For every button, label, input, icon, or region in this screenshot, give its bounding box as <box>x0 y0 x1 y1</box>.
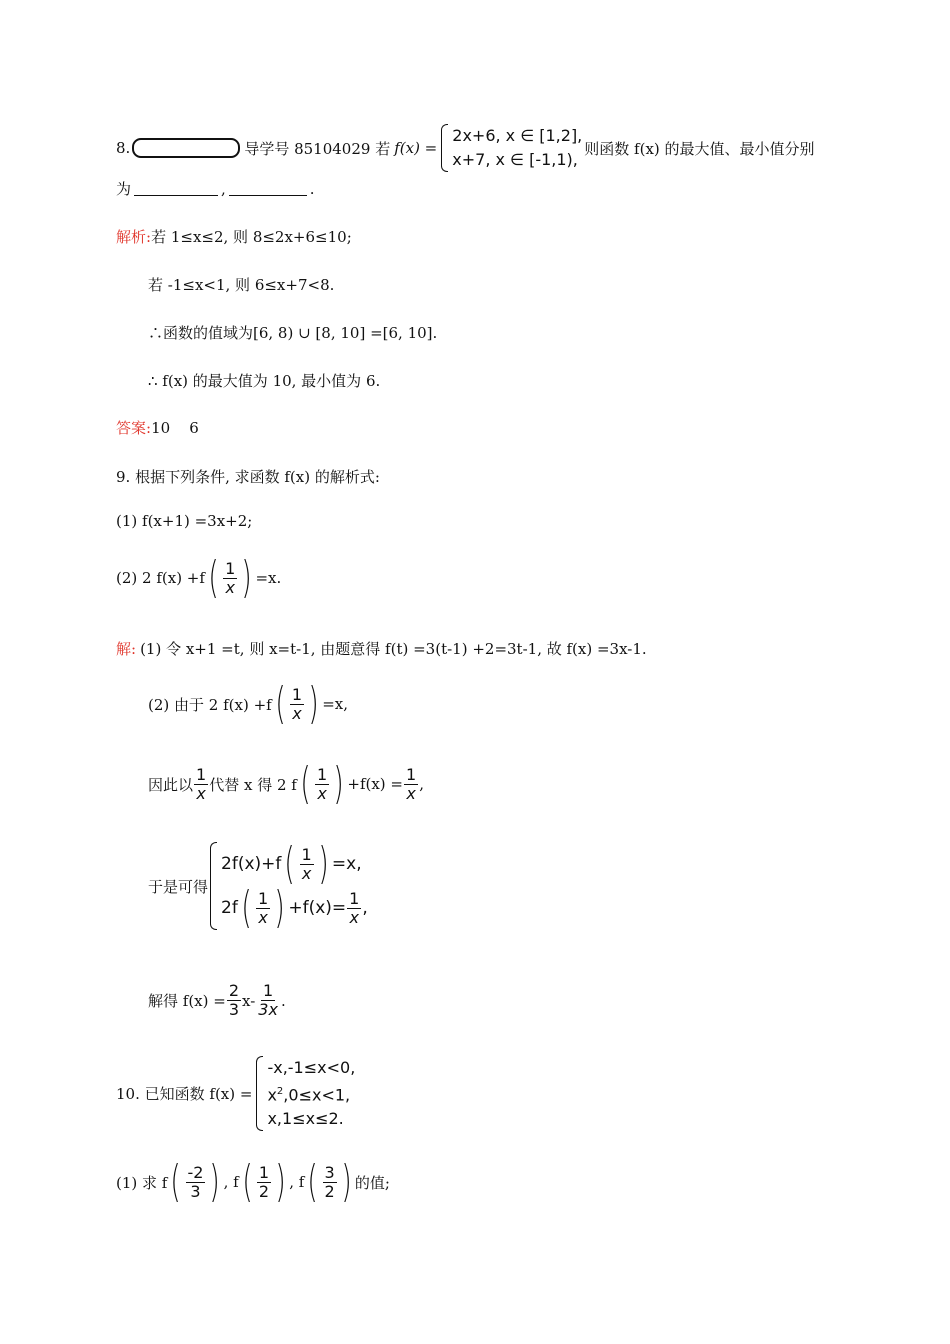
q10-part1-a: (1) 求 f <box>116 1173 168 1192</box>
q8-number: 8. <box>116 139 131 157</box>
fraction: $\frac{2}{3}$ <box>228 981 240 1019</box>
q8-solution-text-3: ∴函数的值域为[6, 8) ∪ [8, 10] =[6, 10]. <box>148 324 438 342</box>
q10-paren-3: ( $\frac{3}{2}$ ) <box>307 1156 352 1207</box>
q10-stem-text: 10. 已知函数 f(x) = <box>116 1085 253 1104</box>
q8-solution-1 <box>116 226 352 247</box>
q9-solution-3-c: +f(x) = <box>347 775 403 793</box>
q8-answer-blank-2 <box>229 181 307 196</box>
q8-answer-value: 10 6 <box>151 418 199 437</box>
fraction: $\frac{1}{x}$ <box>317 764 328 803</box>
q9-stem <box>116 466 380 487</box>
fraction: $\frac{1}{x}$ <box>406 764 417 803</box>
q8-line2 <box>116 178 315 199</box>
q8-fx: f(x) = <box>394 139 438 157</box>
q9-system-row-1: 2f(x)+f ( $\frac{1}{x}$ ) =x, <box>221 838 362 889</box>
q8-case2: x+7, x ∈ [-1,1), <box>452 150 578 169</box>
q8-brace <box>441 124 448 172</box>
q9-solution-5-b: x- <box>242 991 256 1010</box>
q9-solution-3 <box>148 758 424 809</box>
fraction: $\frac{1}{x}$ <box>225 558 236 597</box>
q9-solution-4 <box>148 838 368 933</box>
q10-part1 <box>116 1156 390 1207</box>
fraction: $\frac{1}{x}$ <box>291 684 303 723</box>
q8-ref: 导学号 85104029 若 <box>244 139 391 158</box>
q9-solution-5-c: . <box>280 991 286 1010</box>
q9-solution-1 <box>116 638 647 659</box>
q8-solution-label: 解析: <box>116 228 152 246</box>
q10-part1-sep1: , f <box>223 1173 239 1191</box>
fraction: $\frac{1}{3x}$ <box>258 981 278 1019</box>
q9-solution-3-d: , <box>419 775 424 793</box>
q10-paren-2: ( $\frac{1}{2}$ ) <box>242 1156 286 1207</box>
q8-line2-sep: , <box>221 179 226 198</box>
q8-answer <box>116 417 199 438</box>
q10-paren-1: ( $\frac{-2}{3}$ ) <box>170 1156 221 1207</box>
q9-system-brace <box>210 842 217 930</box>
q9-stem-text: 9. 根据下列条件, 求函数 f(x) 的解析式: <box>116 468 380 486</box>
q9-solution-3-paren: ( $\frac{1}{x}$ ) <box>300 758 344 809</box>
q8-line2-prefix: 为 <box>116 180 132 198</box>
q9-solution-text-1: (1) 令 x+1 =t, 则 x=t-1, 由题意得 f(t) =3(t-1) +2=3t-1, 故 f(x) =3x-1. <box>140 640 647 658</box>
q9-solution-2-post: =x, <box>322 695 349 713</box>
q10-stem <box>116 1056 355 1131</box>
q10-case1: -x,-1≤x<0, <box>267 1058 356 1077</box>
q10-case3: x,1≤x≤2. <box>267 1109 344 1129</box>
q9-part1-text: (1) f(x+1) =3x+2; <box>116 512 253 530</box>
q9-part2-post: =x. <box>255 569 282 587</box>
q8-line1 <box>116 124 815 172</box>
q9-solution-5-a: 解得 f(x) = <box>148 992 226 1010</box>
q8-tail: 则函数 f(x) 的最大值、最小值分别 <box>584 139 815 158</box>
q8-answer-blank-1 <box>134 181 218 196</box>
q9-system-label: 于是可得 <box>148 877 209 896</box>
q9-solution-3-b: 代替 x 得 2 f <box>209 775 297 794</box>
q8-solution-4 <box>148 370 380 391</box>
q10-brace <box>256 1056 263 1131</box>
q8-badge <box>132 138 240 158</box>
q10-part1-end: 的值; <box>354 1173 390 1192</box>
q10-piecewise <box>256 1056 355 1131</box>
q8-line2-end: . <box>309 179 315 198</box>
q8-case1: 2x+6, x ∈ [1,2], <box>452 126 583 145</box>
q8-solution-text-4: ∴ f(x) 的最大值为 10, 最小值为 6. <box>148 372 381 390</box>
q10-case2: $x^2,0\le x<1$, <box>267 1085 351 1105</box>
q9-solution-2-paren: ( $\frac{1}{x}$ ) <box>275 678 319 729</box>
q9-solution-2-pre: (2) 由于 2 f(x) +f <box>148 695 272 714</box>
q9-solution-label: 解: <box>116 640 137 658</box>
q8-solution-2 <box>148 274 334 295</box>
q9-solution-5 <box>148 982 286 1019</box>
q10-part1-sep2: , f <box>289 1173 305 1191</box>
q8-answer-label: 答案: <box>116 419 152 437</box>
fraction: $\frac{1}{x}$ <box>196 764 207 803</box>
q9-solution-3-a: 因此以 <box>148 775 194 794</box>
q9-solution-2 <box>148 678 349 729</box>
q8-solution-text-2: 若 -1≤x<1, 则 6≤x+7<8. <box>148 276 335 294</box>
q9-system-row-2: 2f ( $\frac{1}{x}$ ) +f(x)= $\frac{1}{x}$ , <box>221 882 368 933</box>
q9-part2-paren: ( $\frac{1}{x}$ ) <box>208 552 253 603</box>
q9-part2-pre: (2) 2 f(x) +f <box>116 569 205 587</box>
q8-piecewise <box>441 124 582 172</box>
q8-solution-text-1: 若 1≤x≤2, 则 8≤2x+6≤10; <box>151 228 352 246</box>
q9-part2 <box>116 552 282 603</box>
q8-solution-3 <box>148 322 437 343</box>
q9-part1 <box>116 512 252 530</box>
q9-system <box>210 838 368 933</box>
